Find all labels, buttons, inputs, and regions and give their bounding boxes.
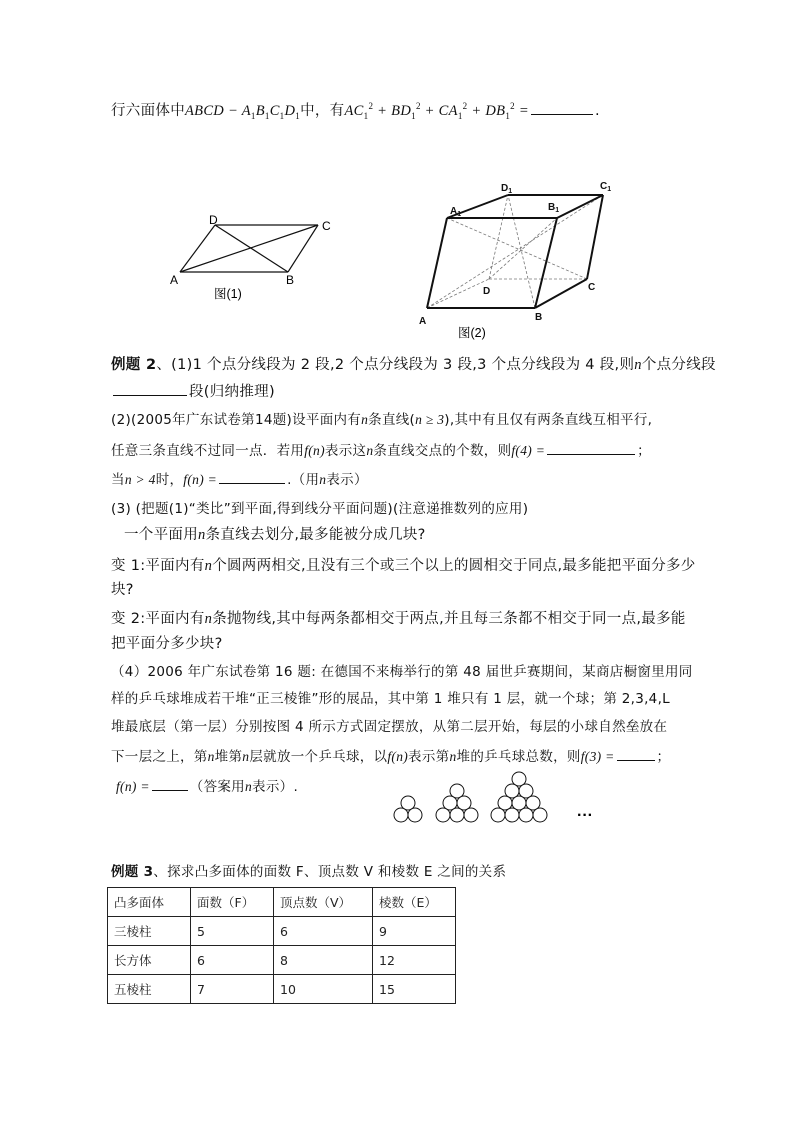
ex2-p4-a: 当	[111, 472, 125, 488]
edge-bc	[288, 225, 318, 272]
ex2-p1-b: 个点分线段	[641, 357, 716, 373]
ex2-p3-b: 表示这	[324, 443, 367, 459]
polyhedra-table	[107, 887, 456, 1004]
var-n: n	[366, 443, 374, 458]
table-cell: 长方体	[108, 946, 191, 975]
ex2-p14-d: 表示第	[408, 749, 450, 765]
diagonal-db1	[489, 218, 557, 279]
table-cell: 15	[373, 975, 456, 1004]
ex2-p3-c: 条直线交点的个数，则	[373, 443, 512, 459]
diagonal-ac	[180, 225, 318, 272]
table-row	[108, 946, 456, 975]
ex2-p14-c: 层就放一个乒乓球，以	[249, 749, 388, 765]
ex2-p14-end: ；	[656, 749, 671, 765]
edge-da	[180, 225, 215, 272]
ex2-p7-b: 个圆两两相交,且没有三个或三个以上的圆相交于同点,最多能把平面分多少	[212, 558, 696, 574]
table-cell: 5	[191, 917, 274, 946]
func-fn: f(n)	[387, 749, 409, 764]
header-cell: 面数（F）	[191, 888, 274, 917]
table-row	[108, 917, 456, 946]
diagonal-bd1	[508, 195, 535, 308]
label-c: C	[322, 219, 331, 233]
label-d1: $D_1$	[501, 183, 513, 195]
ex2-p9-a: 变 2:平面内有	[111, 611, 205, 627]
intro-suffix: .	[594, 103, 600, 119]
ex2-line3	[111, 410, 652, 430]
var-n: n	[244, 779, 253, 794]
edge-cc1	[587, 195, 603, 279]
intro-prefix: 行六面体中	[111, 103, 185, 119]
table-cell: 12	[373, 946, 456, 975]
ex2-p14-e: 堆的乒乓球总数，则	[456, 749, 581, 765]
table-cell: 9	[373, 917, 456, 946]
header-cell: 顶点数（V）	[274, 888, 373, 917]
label-d: D	[209, 213, 218, 227]
ex2-line7	[124, 525, 426, 545]
ex2-p4-c: .（用	[287, 472, 320, 488]
ex2-p6-a: 一个平面用	[124, 527, 198, 543]
table-header-row	[108, 888, 456, 917]
ex2-p4-b: 时，	[155, 472, 184, 488]
ex2-p2-c: ),其中有且仅有两条直线互相平行,	[444, 412, 653, 428]
var-n: n	[634, 357, 642, 373]
ex2-line1	[111, 355, 716, 375]
table-cell: 10	[274, 975, 373, 1004]
intro-line	[111, 100, 600, 121]
table-cell: 6	[191, 946, 274, 975]
ex2-line15	[111, 746, 670, 767]
table-cell: 三棱柱	[108, 917, 191, 946]
ex2-p2-a: (2)(2005年广东试卷第14题)设平面内有	[111, 412, 362, 428]
answer-blank[interactable]	[531, 100, 593, 115]
ex3-line	[111, 862, 506, 882]
ex2-line5	[111, 469, 368, 490]
ex2-p3-end: ；	[637, 443, 651, 459]
header-cell: 棱数（E）	[373, 888, 456, 917]
diagonal-ca1	[447, 218, 587, 279]
ex2-p15-b: 表示）.	[252, 779, 299, 795]
ex3-title: 例题 3	[111, 864, 154, 880]
header-cell: 凸多面体	[108, 888, 191, 917]
table-row	[108, 975, 456, 1004]
var-n: n	[319, 472, 327, 487]
var-n: n	[204, 611, 213, 627]
label-c: C	[588, 282, 596, 293]
table-cell: 6	[274, 917, 373, 946]
ex2-line13: 样的乒乓球堆成若干堆“正三棱锥”形的展品，其中第 1 堆只有 1 层，就一个球；第 2,3,4,L	[111, 691, 670, 707]
ex2-p1-c: 段(归纳推理)	[189, 384, 275, 400]
var-n: n	[207, 749, 215, 764]
ex2-p6-b: 条直线去划分,最多能被分成几块?	[205, 527, 426, 543]
func-fn: f(n) =	[183, 472, 218, 487]
label-b: B	[535, 312, 543, 323]
ex2-line10	[111, 609, 686, 629]
ex2-p14-a: 下一层之上，第	[111, 749, 208, 765]
answer-blank[interactable]	[219, 469, 285, 484]
intro-mid: 中，有	[300, 103, 345, 119]
caption-fig1: 图(1)	[214, 287, 242, 301]
hidden-edge-ad	[427, 279, 489, 308]
ex2-p1-a: 、(1)1 个点分线段为 2 段,2 个点分线段为 3 段,3 个点分线段为 4 段,则	[156, 357, 635, 373]
cond-n: n ≥ 3	[415, 412, 445, 427]
figure-ball-piles	[385, 768, 605, 830]
label-a1: $A_1$	[450, 206, 462, 218]
ex2-line6: (3) (把题(1)“类比”到平面,得到线分平面问题)(注意递推数列的应用)	[111, 501, 529, 517]
answer-blank[interactable]	[152, 776, 188, 791]
ex2-line12: （4）2006 年广东试卷第 16 题: 在德国不来梅举行的第 48 届世乒赛期间，某商店橱窗里用同	[111, 664, 693, 680]
ex2-p3-a: 任意三条直线不过同一点．若用	[111, 443, 305, 459]
answer-blank[interactable]	[617, 746, 655, 761]
var-n: n	[198, 527, 206, 543]
func-fn: f(n)	[304, 443, 325, 458]
diagonal-bd	[215, 225, 288, 272]
answer-blank[interactable]	[113, 381, 187, 396]
edge-aa1	[427, 218, 447, 308]
ex3-text: 、探求凸多面体的面数 F、顶点数 V 和棱数 E 之间的关系	[153, 864, 507, 880]
cond-n: n > 4	[124, 472, 156, 487]
ex2-p2-b: 条直线(	[368, 412, 416, 428]
formula-hexahedron: ABCD − $A_1B_1C_1D_1$	[185, 103, 301, 121]
label-a: A	[170, 273, 179, 287]
edge-b1c1	[557, 195, 603, 218]
edge-bc	[535, 279, 587, 308]
func-f4: f(4) =	[511, 443, 546, 458]
label-a: A	[419, 316, 427, 327]
ex2-p15-a: （答案用	[189, 779, 245, 795]
ex2-line9: 块?	[111, 582, 134, 598]
label-b1: $B_1$	[548, 202, 560, 214]
ex2-line4	[111, 440, 651, 461]
var-n: n	[449, 749, 457, 764]
ex2-title: 例题 2	[111, 357, 157, 373]
ex2-p14-b: 堆第	[214, 749, 243, 765]
label-b: B	[286, 273, 295, 287]
var-n: n	[242, 749, 250, 764]
ex2-p9-b: 条抛物线,其中每两条都相交于两点,并且每三条都不相交于同一点,最多能	[212, 611, 686, 627]
ex2-line14: 堆最底层（第一层）分别按图 4 所示方式固定摆放，从第二层开始，每层的小球自然垒放在	[111, 719, 668, 735]
label-c1: $C_1$	[600, 181, 612, 193]
ex2-line2	[111, 381, 275, 402]
ex2-p7-a: 变 1:平面内有	[111, 558, 205, 574]
func-f3: f(3) =	[580, 749, 615, 764]
var-n: n	[361, 412, 369, 427]
ex2-line16	[116, 776, 298, 797]
caption-fig2: 图(2)	[458, 326, 486, 340]
figure-parallelepiped	[415, 175, 625, 345]
ex2-line11: 把平面分多少块?	[111, 636, 223, 652]
formula-sum: $AC_1^2 + BD_1^2 + CA_1^2 + DB_1^2$ =	[344, 101, 529, 121]
ex2-p4-d: 表示）	[326, 472, 368, 488]
table-cell: 8	[274, 946, 373, 975]
label-d: D	[483, 286, 491, 297]
table-cell: 7	[191, 975, 274, 1004]
ellipsis: ···	[577, 807, 593, 824]
var-n: n	[204, 558, 213, 574]
figure-parallelogram	[160, 210, 340, 305]
answer-blank[interactable]	[547, 440, 635, 455]
ex2-line8	[111, 556, 696, 576]
table-cell: 五棱柱	[108, 975, 191, 1004]
func-fn: f(n) =	[116, 779, 150, 794]
